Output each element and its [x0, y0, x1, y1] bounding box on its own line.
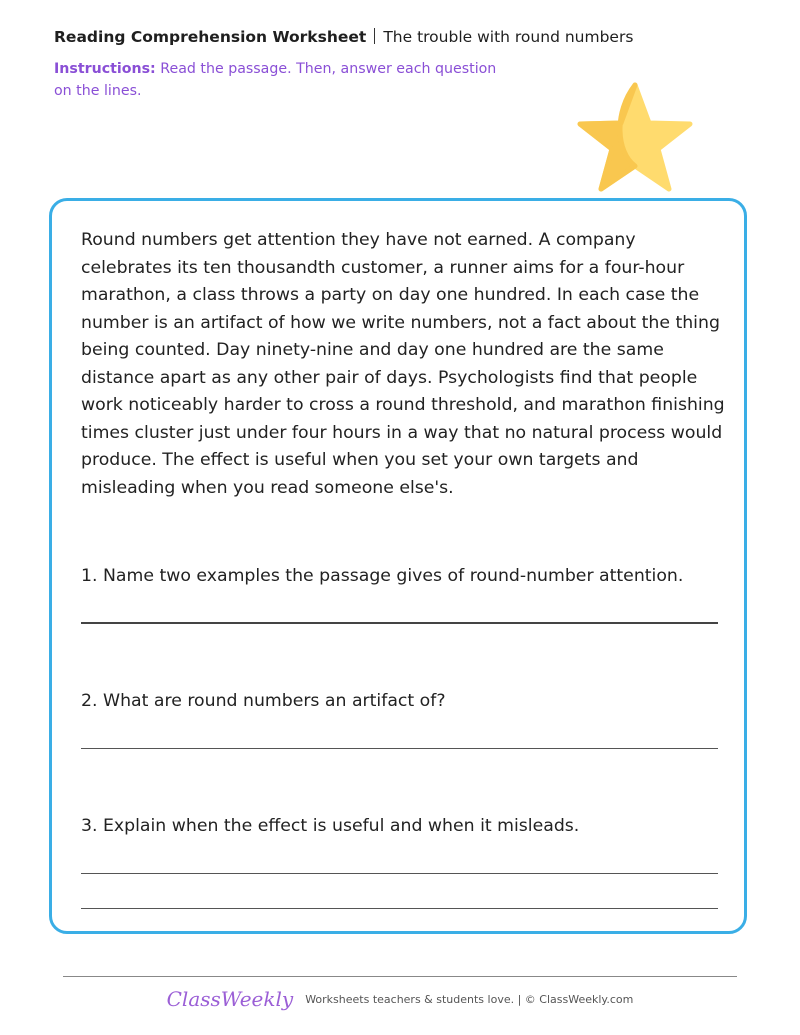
star-icon [576, 82, 694, 194]
answer-line-3a[interactable] [81, 873, 718, 874]
footer-tagline: Worksheets teachers & students love. | © ClassWeekly.com [305, 993, 634, 1006]
answer-line-2[interactable] [81, 748, 718, 749]
worksheet-header [54, 28, 633, 46]
footer [0, 987, 800, 1011]
question-1: 1. Name two examples the passage gives of round-number attention. [81, 566, 684, 586]
answer-line-3b[interactable] [81, 908, 718, 909]
brand-logo: ClassWeekly [166, 987, 294, 1011]
question-3: 3. Explain when the effect is useful and when it misleads. [81, 816, 580, 836]
header-divider [374, 28, 375, 44]
instructions-text: Read the passage. Then, answer each question on the lines. [54, 61, 497, 99]
instructions [54, 58, 504, 102]
answer-line-1[interactable] [81, 622, 718, 624]
reading-passage: Round numbers get attention they have not earned. A company celebrates its ten thousandth customer, a runner aims for a four-hour marathon, a class throws a party on day one hundred. In each case the number is an artifact of how we write numbers, not a fact about the thing being counted. Day ninety-nine and day one hundred are the same distance apart as any other pair of days. Psychologists find that people work noticeably harder to cross a round threshold, and marathon finishing times cluster just under four hours in a way that no natural process would produce. The effect is useful when you set your own targets and misleading when you read someone else's. [81, 230, 725, 498]
question-2: 2. What are round numbers an artifact of? [81, 691, 446, 711]
worksheet-subtitle: The trouble with round numbers [383, 28, 634, 46]
footer-divider [63, 976, 737, 977]
instructions-label: Instructions: [54, 61, 156, 77]
worksheet-title: Reading Comprehension Worksheet [54, 28, 367, 46]
